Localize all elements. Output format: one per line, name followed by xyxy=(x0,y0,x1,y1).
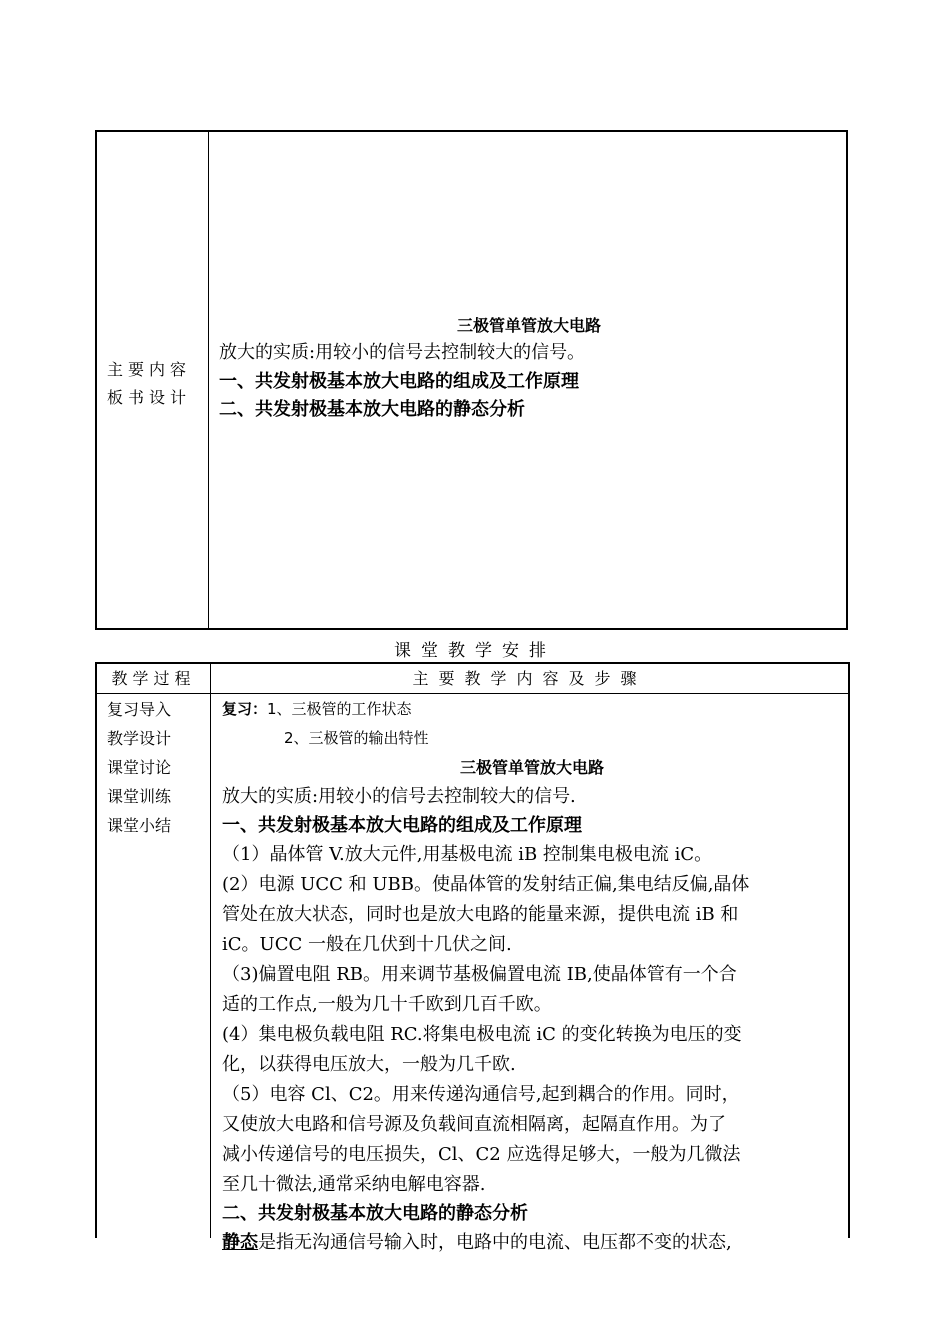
board-label-cell xyxy=(107,356,207,412)
list-item: 课堂讨论 xyxy=(107,758,172,777)
essence-line: 放大的实质:用较小的信号去控制较大的信号. xyxy=(222,786,576,807)
lesson-body xyxy=(222,695,842,1258)
paragraph-3 xyxy=(222,960,842,1020)
paragraph-line: （3)偏置电阻 RB。用来调节基极偏置电流 IB,使晶体管有一个合 xyxy=(222,964,737,985)
list-item: 教学设计 xyxy=(107,729,172,748)
paragraph-line: (4）集电极负载电阻 RC.将集电极电流 iC 的变化转换为电压的变 xyxy=(222,1024,742,1045)
paragraph-line: （1）晶体管 V.放大元件,用基极电流 iB 控制集电极电流 iC。 xyxy=(222,844,713,865)
paragraph-line: 又使放大电路和信号源及负载间直流相隔离，起隔直作用。为了 xyxy=(222,1114,726,1135)
list-item: 课堂小结 xyxy=(107,816,172,835)
board-content xyxy=(219,314,839,424)
paragraph-line: 减小传递信号的电压损失，Cl、C2 应选得足够大，一般为几微法 xyxy=(222,1144,741,1165)
paragraph-line: 化，以获得电压放大，一般为几千欧. xyxy=(222,1054,516,1075)
board-heading2: 二、共发射极基本放大电路的静态分析 xyxy=(219,399,525,420)
section-caption: 课堂教学安排 xyxy=(394,641,556,661)
header-divider xyxy=(97,693,848,694)
board-design-table xyxy=(95,130,848,630)
review-line xyxy=(222,695,842,724)
paragraph-4 xyxy=(222,1020,842,1080)
board-line1: 放大的实质:用较小的信号去控制较大的信号。 xyxy=(219,342,586,363)
list-item: 复习导入 xyxy=(107,700,172,719)
paragraph-line: 适的工作点,一般为几十千欧到几百千欧。 xyxy=(222,994,552,1015)
table-divider xyxy=(210,664,211,1238)
paragraph-line xyxy=(222,1228,842,1258)
static-rest: 是指无沟通信号输入时，电路中的电流、电压都不变的状态, xyxy=(258,1232,732,1253)
lesson-heading1: 一、共发射极基本放大电路的组成及工作原理 xyxy=(222,815,582,836)
board-label-line1: 主要内容 xyxy=(107,360,192,379)
paragraph-line: iC。UCC 一般在几伏到十几伏之间. xyxy=(222,934,512,955)
list-item: 课堂训练 xyxy=(107,787,172,806)
review-label: 复习： xyxy=(222,700,268,718)
paragraph-line: 至几十微法,通常采纳电解电容器. xyxy=(222,1174,486,1195)
static-term: 静态 xyxy=(222,1232,258,1253)
header-content: 主要教学内容及步骤 xyxy=(412,669,647,688)
review-item1: 1、三极管的工作状态 xyxy=(267,700,412,718)
board-title: 三极管单管放大电路 xyxy=(456,316,601,335)
schedule-table xyxy=(95,662,850,1253)
paragraph-line: 管处在放大状态，同时也是放大电路的能量来源，提供电流 iB 和 xyxy=(222,904,739,925)
board-label-line2: 板书设计 xyxy=(107,388,192,407)
lesson-title: 三极管单管放大电路 xyxy=(459,758,604,777)
paragraph-line: （5）电容 Cl、C2。用来传递沟通信号,起到耦合的作用。同时， xyxy=(222,1084,740,1105)
board-heading1: 一、共发射极基本放大电路的组成及工作原理 xyxy=(219,371,579,392)
paragraph-2 xyxy=(222,870,842,960)
paragraph-line: (2）电源 UCC 和 UBB。使晶体管的发射结正偏,集电结反偏,晶体 xyxy=(222,874,750,895)
table-divider xyxy=(208,132,209,628)
paragraph-1 xyxy=(222,840,842,870)
header-process: 教学过程 xyxy=(111,669,196,688)
lesson-heading2: 二、共发射极基本放大电路的静态分析 xyxy=(222,1203,528,1224)
paragraph-5 xyxy=(222,1080,842,1200)
static-definition xyxy=(222,1228,842,1258)
review-item2: 2、三极管的输出特性 xyxy=(284,729,429,747)
steps-list xyxy=(107,695,207,840)
